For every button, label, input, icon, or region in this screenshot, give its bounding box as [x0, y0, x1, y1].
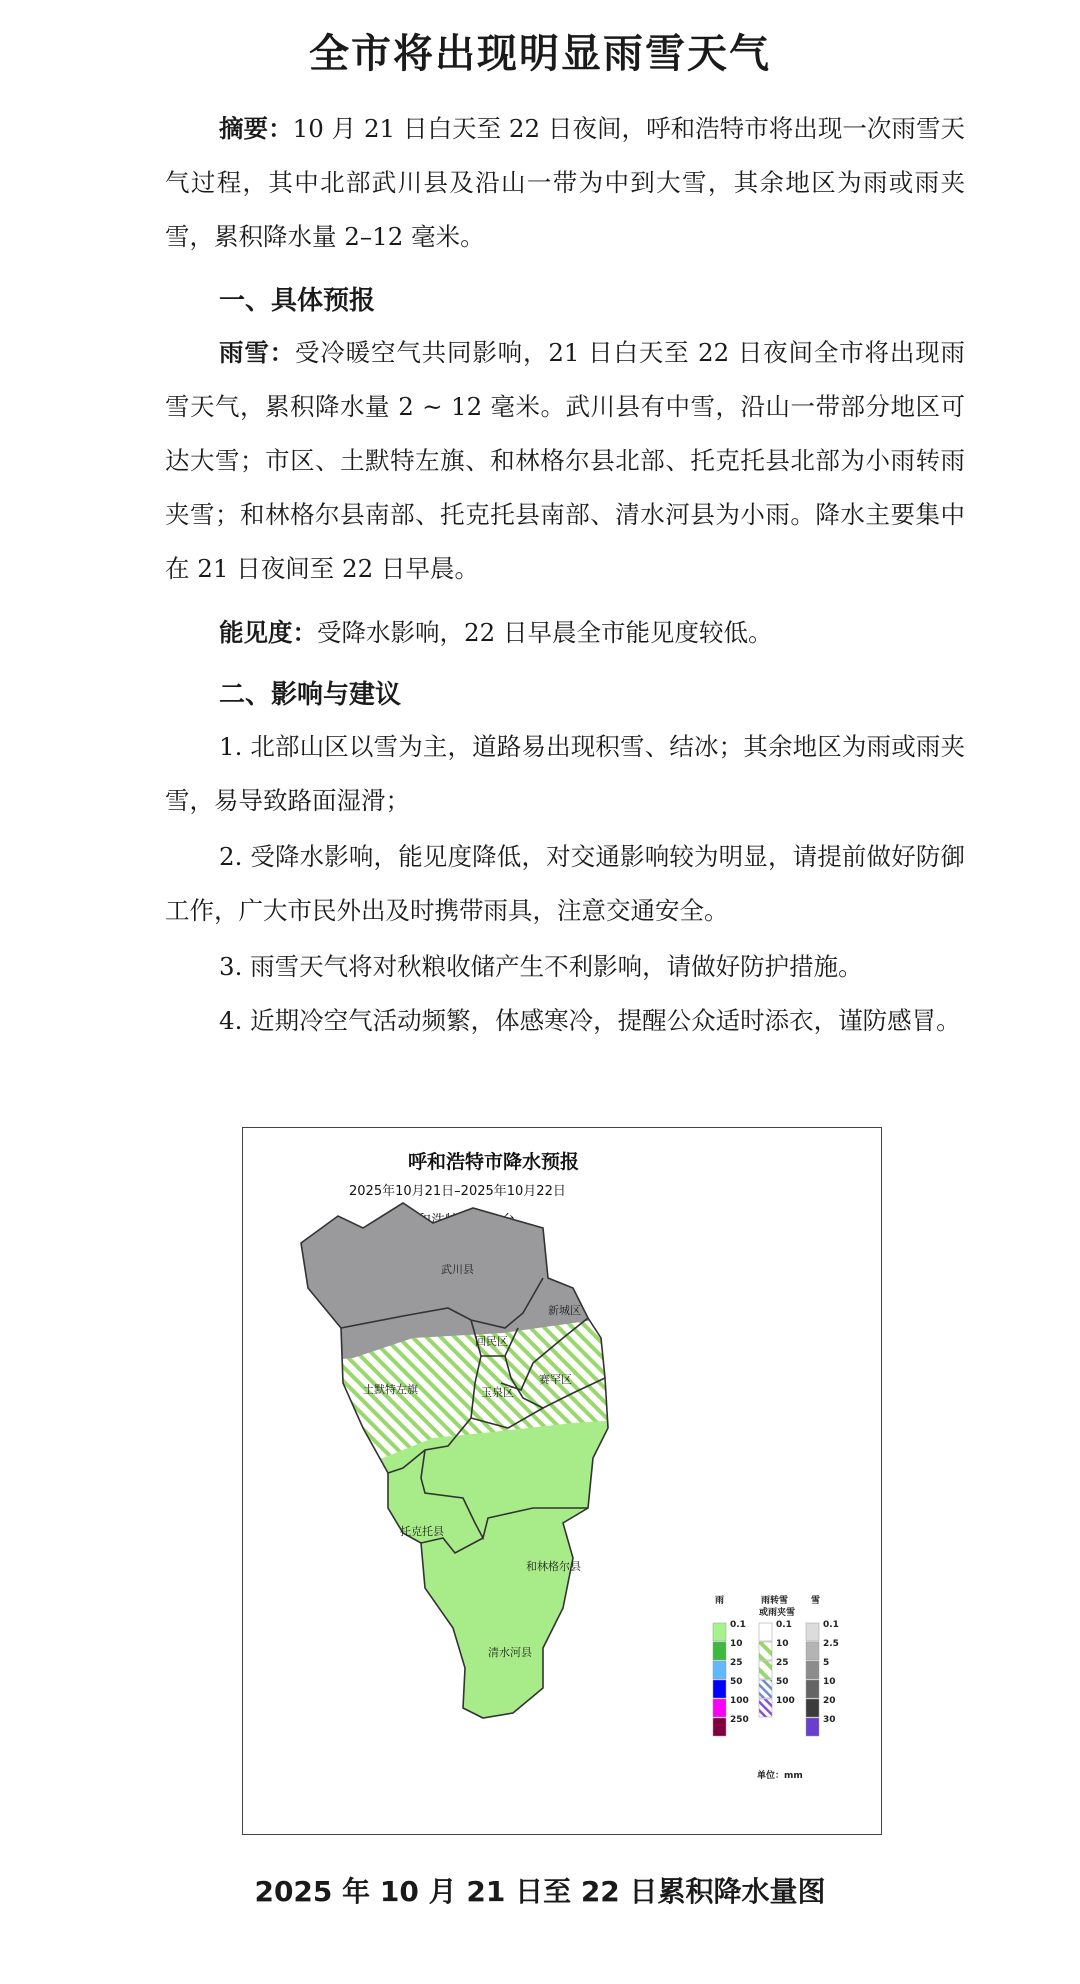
legend-mixed-scale	[759, 1620, 795, 1717]
legend-mixed-swatch	[759, 1680, 772, 1698]
legend-snow-swatch	[806, 1718, 819, 1736]
legend-snow-swatch	[806, 1699, 819, 1717]
precipitation-zones	[243, 1128, 880, 1833]
legend-snow-level-label: 10	[823, 1677, 836, 1687]
legend-rain-swatch	[713, 1699, 726, 1717]
map-canvas	[243, 1128, 880, 1833]
region-wuchuan: 武川县	[441, 1263, 474, 1276]
advice-item-1: 1. 北部山区以雪为主，道路易出现积雪、结冰；其余地区为雨或雨夹雪，易导致路面湿滑；	[165, 732, 965, 815]
summary-text: 10 月 21 日白天至 22 日夜间，呼和浩特市将出现一次雨雪天气过程，其中北部武川县及沿山一带为中到大雪，其余地区为雨或雨夹雪，累积降水量 2–12 毫米。	[165, 114, 965, 251]
map-caption: 2025 年 10 月 21 日至 22 日累积降水量图	[254, 1875, 826, 1908]
document-title: 全市将出现明显雨雪天气	[309, 30, 771, 77]
legend-rain-level-label: 100	[730, 1696, 749, 1706]
map-date-range: 2025年10月21日–2025年10月22日	[349, 1184, 566, 1199]
section1-heading: 一、具体预报	[219, 286, 376, 316]
legend-mixed-swatch	[759, 1661, 772, 1679]
legend-rain-swatch	[713, 1718, 726, 1736]
section2-heading: 二、影响与建议	[219, 680, 402, 710]
legend-mixed-level-label: 25	[776, 1658, 789, 1668]
advice-item-2: 2. 受降水影响，能见度降低，对交通影响较为明显，请提前做好防御工作，广大市民外出及时携带雨具，注意交通安全。	[165, 842, 965, 925]
legend-rain-scale	[713, 1620, 749, 1736]
region-huimin: 回民区	[475, 1335, 508, 1348]
legend-snow-level-label: 0.1	[823, 1620, 839, 1630]
region-qingshuihe: 清水河县	[488, 1646, 532, 1659]
visibility-paragraph	[165, 606, 965, 660]
precipitation-map	[242, 1127, 882, 1835]
legend-snow-swatch	[806, 1623, 819, 1641]
legend-mixed-level-label: 100	[776, 1696, 795, 1706]
legend-snow-title: 雪	[811, 1596, 821, 1606]
region-tuoketuo: 托克托县	[400, 1525, 444, 1538]
advice-item-4: 4. 近期冷空气活动频繁，体感寒冷，提醒公众适时添衣，谨防感冒。	[219, 1006, 961, 1035]
legend-mixed-swatch	[759, 1623, 772, 1641]
visibility-text: 受降水影响，22 日早晨全市能见度较低。	[317, 618, 773, 647]
legend-mixed-level-label: 50	[776, 1677, 789, 1687]
advice-item-3: 3. 雨雪天气将对秋粮收储产生不利影响，请做好防护措施。	[219, 952, 863, 981]
legend-mixed-level-label: 10	[776, 1639, 789, 1649]
legend-snow-level-label: 2.5	[823, 1639, 839, 1649]
legend-mixed-swatch	[759, 1699, 772, 1717]
region-xincheng: 新城区	[548, 1304, 581, 1317]
legend-mixed-swatch	[759, 1642, 772, 1660]
legend-rain-title: 雨	[715, 1596, 725, 1606]
legend-rain-level-label: 250	[730, 1715, 749, 1725]
legend-rain-swatch	[713, 1661, 726, 1679]
summary-paragraph	[165, 102, 965, 264]
region-helinger: 和林格尔县	[526, 1560, 581, 1573]
legend-rain-swatch	[713, 1642, 726, 1660]
region-yuquan: 玉泉区	[481, 1386, 514, 1399]
legend-rain-level-label: 0.1	[730, 1620, 746, 1630]
map-title: 呼和浩特市降水预报	[408, 1151, 580, 1173]
legend-rain-level-label: 50	[730, 1677, 743, 1687]
legend-rain-swatch	[713, 1680, 726, 1698]
legend-rain-swatch	[713, 1623, 726, 1641]
legend-mixed-title-1: 雨转雪	[761, 1596, 789, 1606]
legend-snow-level-label: 5	[823, 1658, 830, 1668]
legend-snow-swatch	[806, 1661, 819, 1679]
legend-unit: 单位：mm	[757, 1771, 803, 1781]
region-tumote: 土默特左旗	[363, 1383, 418, 1396]
map-legend	[713, 1594, 839, 1781]
summary-label: 摘要：	[219, 114, 293, 143]
legend-snow-level-label: 20	[823, 1696, 836, 1706]
legend-rain-level-label: 25	[730, 1658, 743, 1668]
legend-snow-scale	[806, 1620, 839, 1736]
legend-rain-level-label: 10	[730, 1639, 743, 1649]
rain-snow-label: 雨雪：	[219, 338, 295, 367]
rain-snow-text: 受冷暖空气共同影响，21 日白天至 22 日夜间全市将出现雨雪天气，累积降水量 2 ~ 12 毫米。武川县有中雪，沿山一带部分地区可达大雪；市区、土默特左旗、和林格尔县北部、托克托县北部为小雨转雨夹雪；和林格尔县南部、托克托县南部、清水河县为小雨。降水主要集中在 21 日夜间至 22 日早晨。	[165, 338, 965, 583]
legend-mixed-level-label: 0.1	[776, 1620, 792, 1630]
visibility-label: 能见度：	[219, 618, 317, 647]
rain-snow-paragraph	[165, 326, 965, 596]
legend-snow-level-label: 30	[823, 1715, 836, 1725]
region-saihan: 赛罕区	[539, 1373, 572, 1386]
legend-snow-swatch	[806, 1680, 819, 1698]
legend-mixed-title-2: 或雨夹雪	[759, 1608, 796, 1618]
legend-snow-swatch	[806, 1642, 819, 1660]
